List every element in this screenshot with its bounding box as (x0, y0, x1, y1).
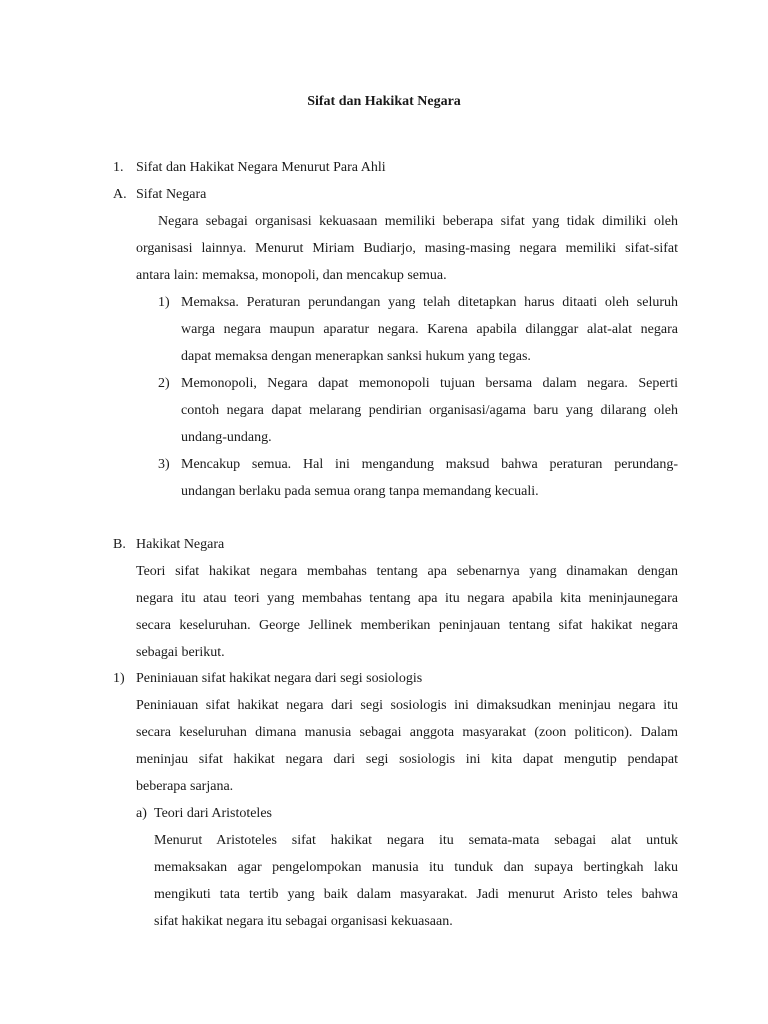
section-letter: A. (113, 187, 127, 202)
paragraph-line: Teori sifat hakikat negara membahas tentang apa sebenarnya yang dinamakan dengan (136, 564, 678, 579)
list-number: 2) (158, 376, 170, 391)
paragraph-line: mengikuti tata tertib yang baik dalam masyarakat. Jadi menurut Aristo teles bahwa (154, 887, 678, 902)
section-number: 1. (113, 160, 124, 175)
paragraph-line: Peniniauan sifat hakikat negara dari segi sosiologis ini dimaksudkan meninjau negara itu (136, 698, 678, 713)
subsection-heading: Peniniauan sifat hakikat negara dari segi sosiologis (136, 671, 423, 686)
section-letter: B. (113, 537, 126, 552)
list-item-line: undangan berlaku pada semua orang tanpa memandang kecuali. (181, 484, 539, 499)
list-item-line: Memaksa. Peraturan perundangan yang telah ditetapkan harus ditaati oleh seluruh (181, 295, 678, 310)
list-item-line: undang-undang. (181, 430, 272, 445)
list-number: 3) (158, 457, 170, 472)
paragraph-line: meninjau sifat hakikat negara dari segi sosiologis ini kita dapat mengutip pendapat (136, 752, 678, 767)
list-item-line: warga negara maupun aparatur negara. Karena apabila dilanggar alat-alat negara (181, 322, 678, 337)
list-item-line: Mencakup semua. Hal ini mengandung maksud bahwa peraturan perundang- (181, 457, 678, 472)
paragraph-line: memaksakan agar pengelompokan manusia itu tunduk dan supaya bertingkah laku (154, 860, 678, 875)
list-item-line: contoh negara dapat melarang pendirian organisasi/agama baru yang dilarang oleh (181, 403, 678, 418)
page-title: Sifat dan Hakikat Negara (307, 94, 461, 109)
paragraph-line: sebagai berikut. (136, 645, 225, 660)
section-heading: Sifat dan Hakikat Negara Menurut Para Ahli (136, 160, 386, 175)
list-letter: a) (136, 806, 147, 821)
paragraph-line: secara keseluruhan dimana manusia sebagai anggota masyarakat (zoon politicon). Dalam (136, 725, 678, 740)
paragraph-line: Negara sebagai organisasi kekuasaan memiliki beberapa sifat yang tidak dimiliki oleh (158, 214, 678, 229)
section-heading: Sifat Negara (136, 187, 207, 202)
paragraph-line: Menurut Aristoteles sifat hakikat negara itu semata-mata sebagai alat untuk (154, 833, 678, 848)
list-number: 1) (158, 295, 170, 310)
list-number: 1) (113, 671, 125, 686)
paragraph-line: beberapa sarjana. (136, 779, 234, 794)
subsection-heading: Teori dari Aristoteles (154, 806, 272, 821)
paragraph-line: sifat hakikat negara itu sebagai organisasi kekuasaan. (154, 914, 453, 929)
list-item-line: Memonopoli, Negara dapat memonopoli tujuan bersama dalam negara. Seperti (181, 376, 678, 391)
paragraph-line: antara lain: memaksa, monopoli, dan mencakup semua. (136, 268, 447, 283)
list-item-line: dapat memaksa dengan menerapkan sanksi hukum yang tegas. (181, 349, 531, 364)
section-heading: Hakikat Negara (136, 537, 225, 552)
paragraph-line: negara itu atau teori yang membahas tentang apa itu negara apabila kita meninjaunegara (136, 591, 678, 606)
paragraph-line: organisasi lainnya. Menurut Miriam Budiarjo, masing-masing negara memiliki sifat-sifat (136, 241, 678, 256)
paragraph-line: secara keseluruhan. George Jellinek memberikan peninjauan tentang sifat hakikat negara (136, 618, 678, 633)
